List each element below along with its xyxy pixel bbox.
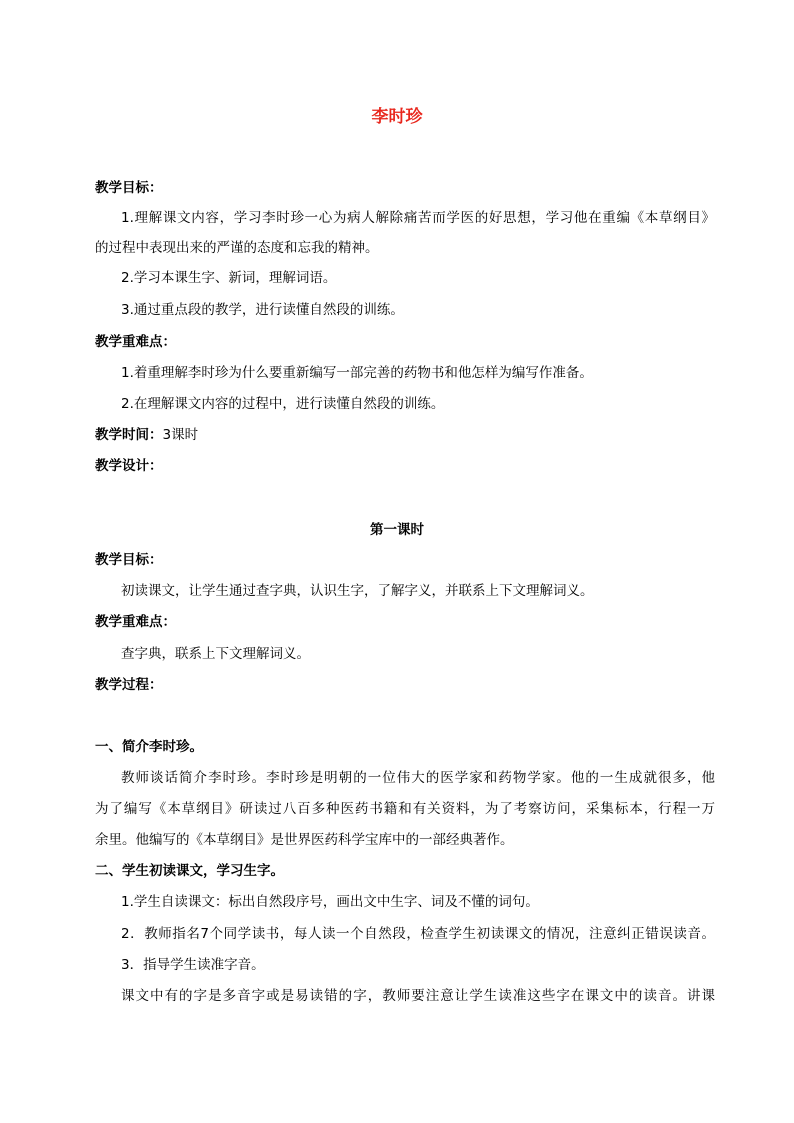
lesson-1-goals-text: 初读课文，让学生通过查字典，认识生字，了解字义，并联系上下文理解词义。 bbox=[121, 583, 594, 599]
part-1-para-line-3: 余里。他编写的《本草纲目》是世界医药科学宝库中的一部经典著作。 bbox=[95, 832, 514, 848]
difficulty-1: 1.着重理解李时珍为什么要重新编写一部完善的药物书和他怎样为编写作准备。 bbox=[121, 365, 593, 381]
part-2-item-1: 1.学生自读课文：标出自然段序号，画出文中生字、词及不懂的词句。 bbox=[121, 894, 539, 910]
lesson-1-difficulty-text: 查字典，联系上下文理解词义。 bbox=[121, 646, 310, 662]
part-1-heading: 一、简介李时珍。 bbox=[95, 739, 203, 755]
difficulty-2: 2.在理解课文内容的过程中，进行读懂自然段的训练。 bbox=[121, 396, 445, 412]
part-1-para-line-2: 为了编写《本草纲目》研读过八百多种医药书籍和有关资料，为了考察访问，采集标本，行程一万 bbox=[95, 801, 715, 817]
document-title: 李时珍 bbox=[371, 107, 423, 127]
part-2-item-3: 3．指导学生读准字音。 bbox=[121, 957, 265, 973]
lesson-1-title: 第一课时 bbox=[370, 522, 424, 538]
time-value: 3课时 bbox=[162, 427, 199, 443]
goal-3: 3.通过重点段的教学，进行读懂自然段的训练。 bbox=[121, 302, 404, 318]
goal-1-line-1: 1.理解课文内容，学习李时珍一心为病人解除痛苦而学医的好思想，学习他在重编《本草纲目》 bbox=[121, 210, 715, 226]
lesson-1-process-heading: 教学过程： bbox=[95, 677, 163, 693]
part-2-item-2: 2．教师指名7个同学读书，每人读一个自然段，检查学生初读课文的情况，注意纠正错误读音。 bbox=[121, 926, 715, 942]
time-heading: 教学时间： bbox=[95, 427, 163, 443]
teaching-time bbox=[95, 425, 715, 445]
goal-2: 2.学习本课生字、新词，理解词语。 bbox=[121, 270, 337, 286]
design-heading: 教学设计： bbox=[95, 458, 163, 474]
part-2-para-line-1: 课文中有的字是多音字或是易读错的字，教师要注意让学生读准这些字在课文中的读音。讲课 bbox=[121, 988, 715, 1004]
part-1-para-line-1: 教师谈话简介李时珍。李时珍是明朝的一位伟大的医学家和药物学家。他的一生成就很多，他 bbox=[121, 770, 715, 786]
part-2-heading: 二、学生初读课文，学习生字。 bbox=[95, 863, 284, 879]
goals-heading: 教学目标： bbox=[95, 180, 163, 196]
lesson-1-difficulty-heading: 教学重难点： bbox=[95, 614, 176, 630]
goal-1-line-2: 的过程中表现出来的严谨的态度和忘我的精神。 bbox=[95, 240, 379, 256]
difficulty-heading: 教学重难点： bbox=[95, 334, 176, 350]
lesson-1-goals-heading: 教学目标： bbox=[95, 552, 163, 568]
